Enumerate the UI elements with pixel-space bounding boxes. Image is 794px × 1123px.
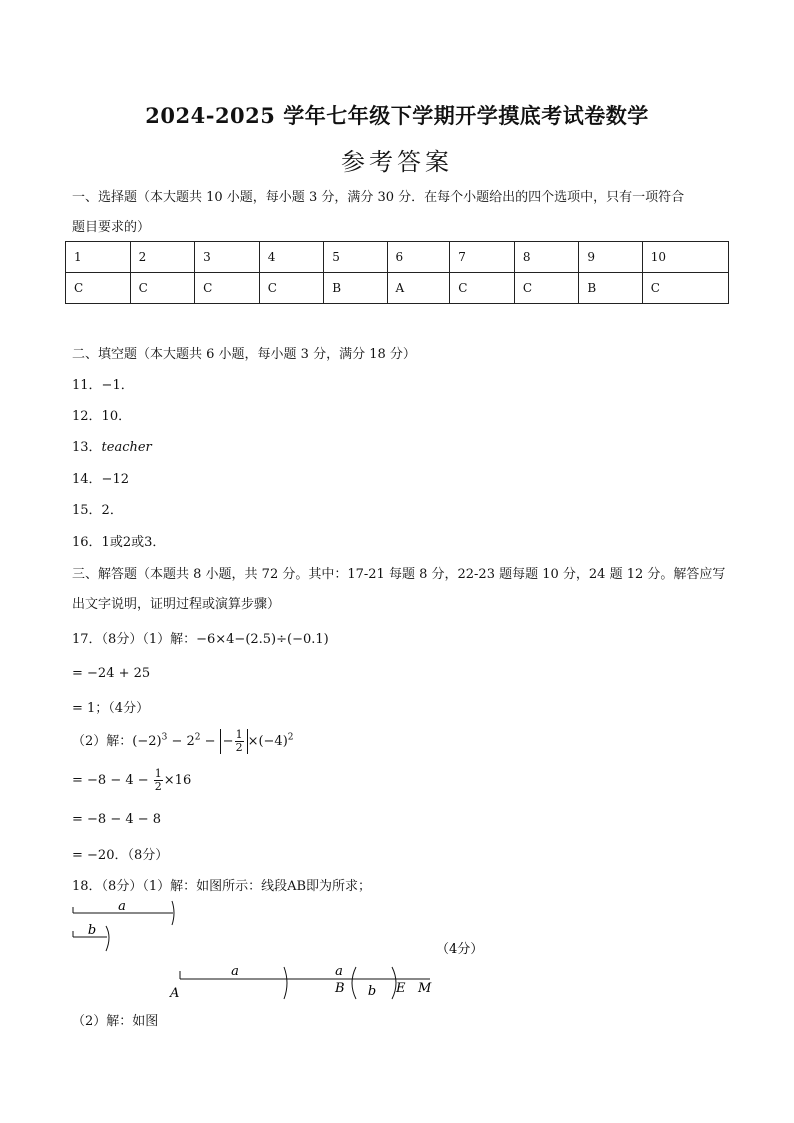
table-cell: 2 bbox=[130, 242, 195, 273]
page-subtitle: 参考答案 bbox=[341, 148, 453, 176]
section1-heading-line2: 题目要求的） bbox=[72, 220, 151, 235]
q18-figure bbox=[0, 895, 794, 1005]
fill-item-answer: −1． bbox=[101, 378, 134, 393]
abs-value: − $\frac{1}{2}$ bbox=[220, 729, 248, 754]
fill-item bbox=[72, 436, 152, 455]
fill-item bbox=[72, 499, 123, 518]
page-title: 2024-2025 学年七年级下学期开学摸底考试卷数学 bbox=[145, 103, 649, 128]
q17-step2: = 1；（4分） bbox=[72, 701, 150, 716]
fill-item bbox=[72, 405, 131, 424]
q17-part2 bbox=[72, 729, 294, 754]
expr-term: = −8 − 4 − bbox=[72, 773, 153, 788]
label-b-main: b bbox=[367, 984, 377, 999]
section1-heading-line1: 一、选择题（本大题共 10 小题，每小题 3 分，满分 30 分．在每个小题给出的四个选项中，只有一项符合 bbox=[72, 190, 685, 205]
expr-term: ×(−4) bbox=[247, 734, 288, 749]
table-cell: B bbox=[324, 273, 387, 304]
answer-table-number-row bbox=[66, 242, 729, 273]
table-cell: C bbox=[514, 273, 579, 304]
answer-table bbox=[65, 241, 729, 304]
label-b-top: b bbox=[87, 923, 97, 938]
label-point-b: B bbox=[335, 981, 345, 996]
table-cell: C bbox=[130, 273, 195, 304]
q17-expr1: −6×4−(2.5)÷(−0.1) bbox=[196, 632, 329, 647]
q17-part1 bbox=[72, 628, 329, 647]
section3-heading-line2: 出文字说明，证明过程或演算步骤） bbox=[72, 597, 281, 612]
expr-term: ×16 bbox=[163, 773, 192, 788]
fill-item-answer: −12 bbox=[101, 472, 129, 487]
label-point-a: A bbox=[170, 986, 180, 1001]
arc-1 bbox=[284, 967, 287, 999]
table-cell: 7 bbox=[450, 242, 515, 273]
table-cell: C bbox=[450, 273, 515, 304]
q17-step5: = −20．（8分） bbox=[72, 848, 169, 863]
table-cell: 10 bbox=[642, 242, 728, 273]
table-cell: A bbox=[387, 273, 450, 304]
expr-term: − bbox=[200, 734, 220, 749]
expr-term: (−2) bbox=[132, 734, 162, 749]
table-cell: 6 bbox=[387, 242, 450, 273]
q17-step4: = −8 − 4 − 8 bbox=[72, 812, 162, 827]
q17-expr2 bbox=[132, 728, 294, 754]
fill-item-label: 16． bbox=[72, 535, 102, 550]
segment-b-arc bbox=[106, 926, 109, 951]
q17-step1: = −24 + 25 bbox=[72, 666, 151, 681]
table-cell: C bbox=[195, 273, 260, 304]
table-cell: 1 bbox=[66, 242, 131, 273]
q18-label: 18．（8分）（1）解：如图所示：线段AB即为所求； bbox=[72, 879, 372, 894]
label-point-e: E bbox=[396, 981, 406, 996]
fill-item-label: 13． bbox=[72, 440, 102, 455]
fill-item-label: 11． bbox=[72, 378, 102, 393]
fill-item-label: 14． bbox=[72, 472, 102, 487]
q18-score-note: （4分） bbox=[436, 942, 484, 957]
q17-label: 17．（8分）（1）解： bbox=[72, 632, 197, 647]
label-point-m: M bbox=[418, 981, 432, 996]
exponent: 2 bbox=[287, 732, 294, 743]
table-cell: 8 bbox=[514, 242, 579, 273]
fill-item bbox=[72, 531, 165, 550]
label-a-top: a bbox=[118, 899, 126, 914]
fraction bbox=[235, 729, 244, 754]
section3-heading-line1: 三、解答题（本题共 8 小题，共 72 分。其中：17-21 每题 8 分，22-23 题每题 10 分，24 题 12 分。解答应写 bbox=[72, 567, 726, 582]
fill-item bbox=[72, 374, 134, 393]
fill-item-label: 12． bbox=[72, 409, 102, 424]
exponent: 2 bbox=[194, 732, 201, 743]
fraction-numerator: 1 bbox=[154, 767, 162, 780]
fraction bbox=[154, 768, 163, 793]
fill-item-label: 15． bbox=[72, 503, 102, 518]
expr-term: − 2 bbox=[167, 734, 195, 749]
table-cell: 3 bbox=[195, 242, 260, 273]
table-cell: B bbox=[579, 273, 642, 304]
exponent: 3 bbox=[161, 732, 168, 743]
table-cell: 9 bbox=[579, 242, 642, 273]
table-cell: C bbox=[259, 273, 324, 304]
label-a-main: a bbox=[231, 964, 239, 979]
fraction-denominator: 2 bbox=[235, 741, 243, 754]
q17-part2-label: （2）解： bbox=[72, 734, 133, 749]
q17-step3 bbox=[72, 768, 191, 793]
fill-item bbox=[72, 468, 129, 487]
table-cell: C bbox=[642, 273, 728, 304]
fraction-denominator: 2 bbox=[154, 780, 162, 793]
table-cell: 4 bbox=[259, 242, 324, 273]
fill-item-answer: 1或2或3． bbox=[101, 535, 166, 550]
table-cell: 5 bbox=[324, 242, 387, 273]
fraction-numerator: 1 bbox=[235, 728, 243, 741]
label-a-second: a bbox=[335, 964, 343, 979]
fill-item-answer: 10． bbox=[101, 409, 132, 424]
fill-item-answer: 2． bbox=[101, 503, 123, 518]
fill-item-answer: teacher bbox=[101, 440, 152, 455]
answer-table-answer-row bbox=[66, 273, 729, 304]
section2-heading: 二、填空题（本大题共 6 小题，每小题 3 分，满分 18 分） bbox=[72, 347, 416, 362]
q18-part2: （2）解：如图 bbox=[72, 1014, 159, 1029]
table-cell: C bbox=[66, 273, 131, 304]
arc-2 bbox=[352, 967, 356, 999]
